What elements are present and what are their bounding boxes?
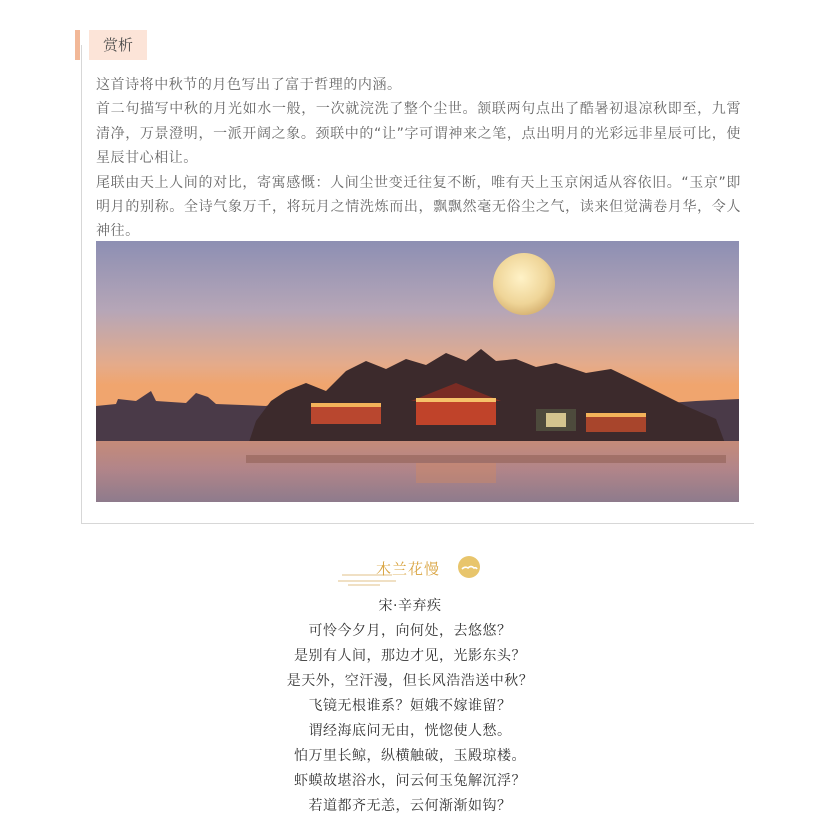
moon-shape	[493, 253, 555, 315]
analysis-paragraph: 首二句描写中秋的月光如水一般，一次就浣洗了整个尘世。颔联两句点出了酷暑初退凉秋即至，九霄清净，万景澄明，一派开阔之象。颈联中的“让”字可谓神来之笔，点出明月的光彩远非星辰可比，使星辰甘心相让。	[96, 101, 741, 167]
poem-line: 虾蟆故堪浴水，问云何玉兔解沉浮？	[294, 773, 526, 789]
poem-line: 飞镜无根谁系？姮娥不嫁谁留？	[308, 698, 512, 714]
poem-author: 宋·辛弃疾	[378, 598, 442, 614]
section-title: 赏析	[89, 30, 147, 60]
analysis-paragraph: 尾联由天上人间的对比，寄寓感慨：人间尘世变迁往复不断，唯有天上玉京闲适从容依旧。“玉京”即明月的别称。全诗气象万千，将玩月之情洗炼而出，飘飘然毫无俗尘之气，读来但觉满卷月华，令人神往。	[96, 174, 741, 240]
poem-line: 怕万里长鲸，纵横触破，玉殿琼楼。	[294, 748, 526, 764]
moon-cloud-icon	[457, 555, 481, 579]
poem-line: 可怜今夕月，向何处，去悠悠？	[308, 623, 512, 639]
poem-line: 若道都齐无恙，云何渐渐如钩？	[308, 798, 512, 814]
moonrise-lake-photo	[96, 241, 739, 502]
poem-body	[200, 596, 620, 821]
poem-title: 木兰花慢	[376, 560, 441, 578]
poem-line: 是别有人间，那边才见，光影东头？	[294, 648, 526, 664]
analysis-paragraph: 这首诗将中秋节的月色写出了富于哲理的内涵。	[96, 77, 402, 93]
analysis-text	[96, 73, 741, 244]
poem-line: 谓经海底问无由，恍惚使人愁。	[308, 723, 512, 739]
section-accent-bar	[75, 30, 80, 60]
poem-line: 是天外，空汗漫，但长风浩浩送中秋？	[286, 673, 534, 689]
